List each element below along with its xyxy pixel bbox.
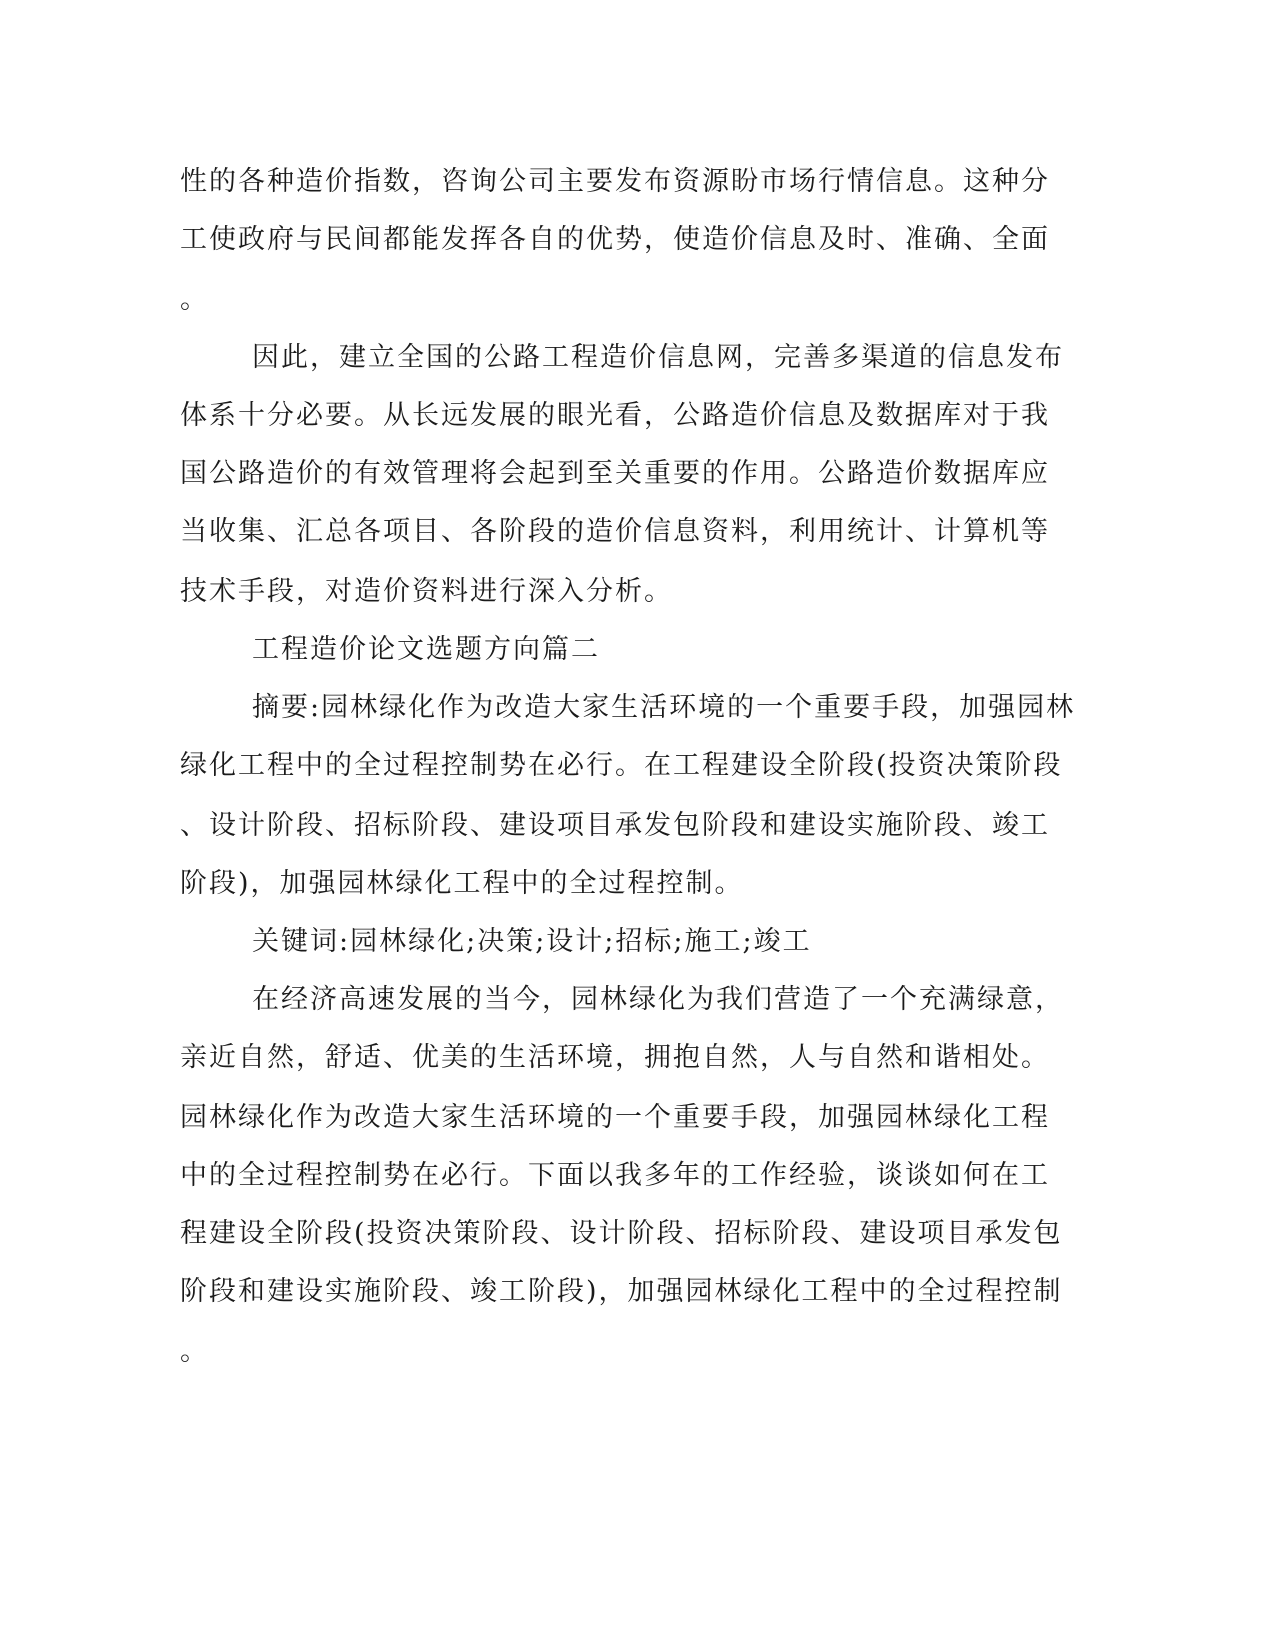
text-line: 园林绿化作为改造大家生活环境的一个重要手段，加强园林绿化工程: [180, 1102, 1050, 1133]
paragraph-start-line: 因此，建立全国的公路工程造价信息网，完善多渠道的信息发布: [252, 342, 1064, 373]
text-line: 程建设全阶段(投资决策阶段、设计阶段、招标阶段、建设项目承发包: [180, 1218, 1063, 1249]
text-line: 亲近自然，舒适、优美的生活环境，拥抱自然，人与自然和谐相处。: [180, 1042, 1050, 1073]
text-line: 体系十分必要。从长远发展的眼光看，公路造价信息及数据库对于我: [180, 400, 1050, 431]
text-line: 技术手段，对造价资料进行深入分析。: [180, 576, 673, 607]
text-line: 、设计阶段、招标阶段、建设项目承发包阶段和建设实施阶段、竣工: [180, 810, 1050, 841]
text-line: 阶段和建设实施阶段、竣工阶段)，加强园林绿化工程中的全过程控制: [180, 1276, 1063, 1307]
keywords-line: 关键词:园林绿化;决策;设计;招标;施工;竣工: [252, 926, 812, 957]
section-heading: 工程造价论文选题方向篇二: [252, 634, 600, 665]
text-line: 。: [180, 1336, 209, 1367]
text-line: 国公路造价的有效管理将会起到至关重要的作用。公路造价数据库应: [180, 458, 1050, 489]
text-line: 当收集、汇总各项目、各阶段的造价信息资料，利用统计、计算机等: [180, 516, 1050, 547]
text-line: 中的全过程控制势在必行。下面以我多年的工作经验，谈谈如何在工: [180, 1160, 1050, 1191]
text-line: 。: [180, 284, 209, 315]
text-line: 绿化工程中的全过程控制势在必行。在工程建设全阶段(投资决策阶段: [180, 750, 1063, 781]
text-line: 工使政府与民间都能发挥各自的优势，使造价信息及时、准确、全面: [180, 224, 1050, 255]
paragraph-start-line: 在经济高速发展的当今，园林绿化为我们营造了一个充满绿意，: [252, 984, 1064, 1015]
abstract-line: 摘要:园林绿化作为改造大家生活环境的一个重要手段，加强园林: [252, 692, 1076, 723]
text-line: 阶段)，加强园林绿化工程中的全过程控制。: [180, 868, 744, 899]
text-line: 性的各种造价指数，咨询公司主要发布资源盼市场行情信息。这种分: [180, 166, 1050, 197]
